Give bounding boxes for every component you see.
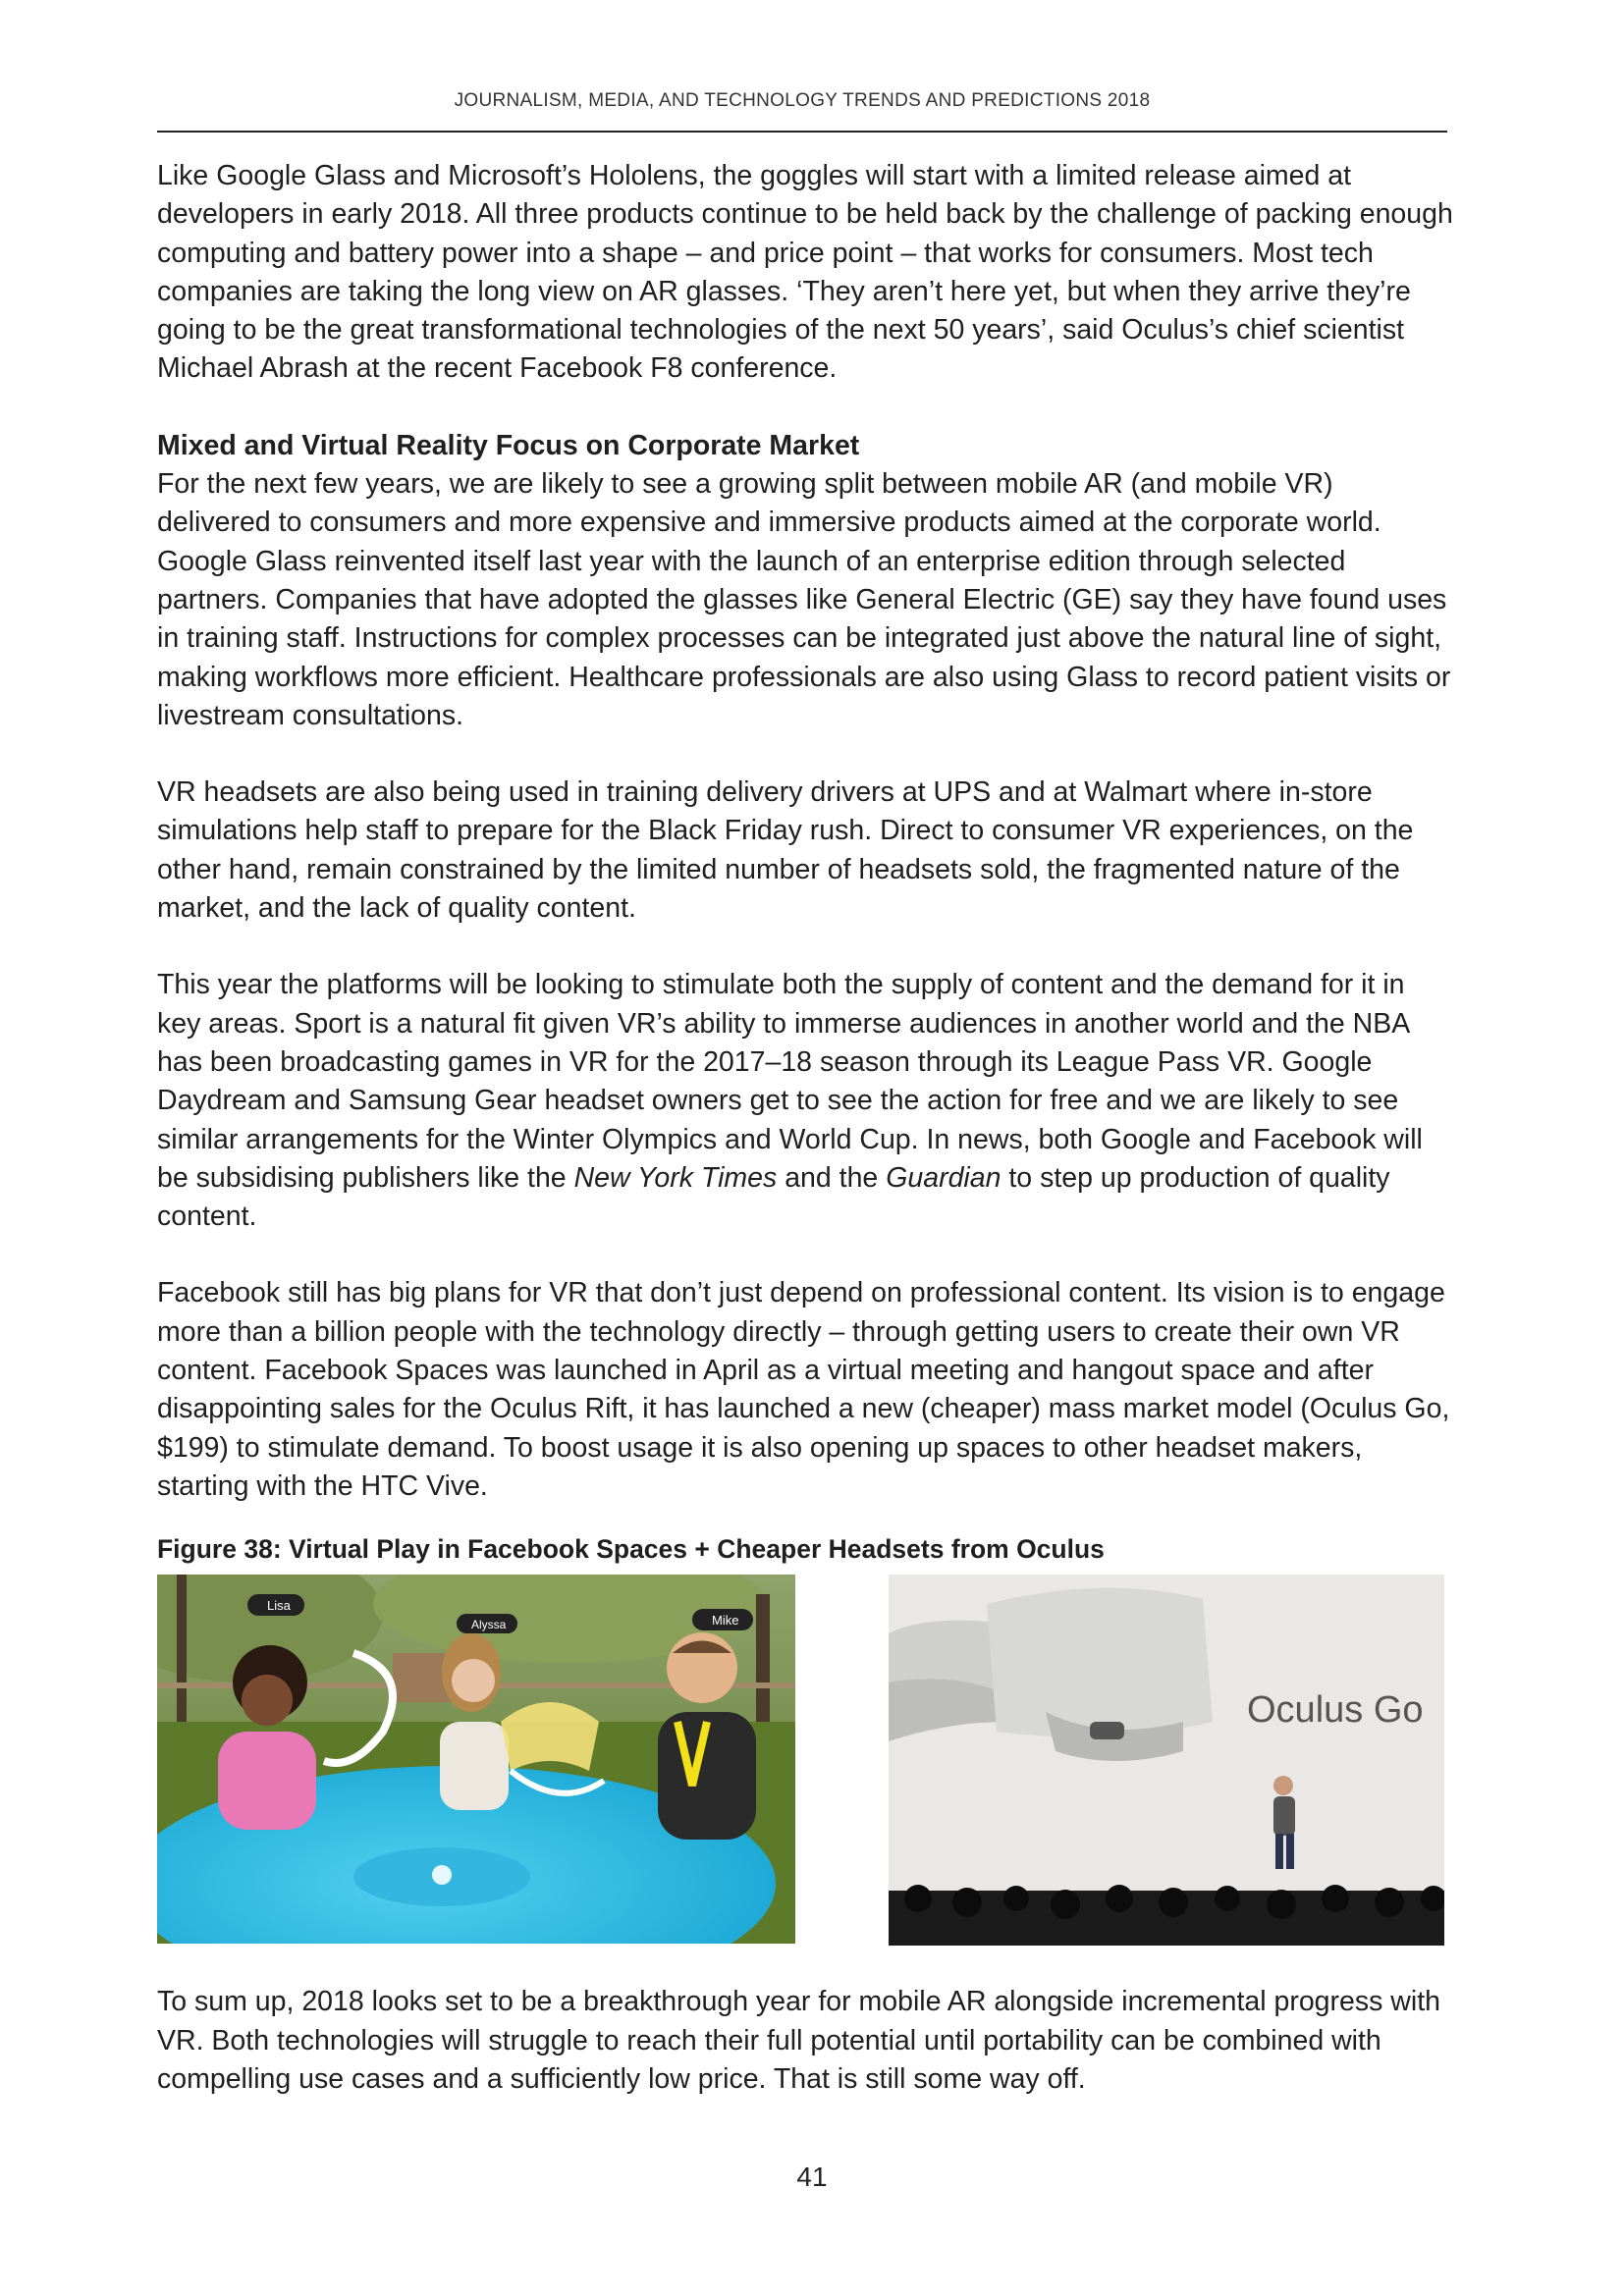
figure-38 [157, 1575, 1453, 1944]
paragraph-conclusion: To sum up, 2018 looks set to be a breakthrough year for mobile AR alongside incremental progress with VR. Both technologies will struggle to reach their full potential until portability can be combined with compelling use cases and a sufficiently low price. That is still some way off. [157, 1986, 1440, 2095]
paragraph-vr-headsets: VR headsets are also being used in training delivery drivers at UPS and at Walmart where in-store simulations help staff to prepare for the Black Friday rush. Direct to consumer VR experiences, on the other hand, remain constrained by the limited number of headsets sold, the fragmented nature of the market, and the lack of quality content. [157, 776, 1414, 925]
paragraph-platforms-text-c: to step up production of quality content. [157, 1161, 1390, 1233]
paragraph-platforms-text-b: and the [777, 1161, 887, 1194]
oculus-go-image [889, 1575, 1444, 1946]
oculus-go-wordmark: Oculus Go [1247, 1689, 1424, 1732]
section-heading: Mixed and Virtual Reality Focus on Corporate Market [157, 429, 860, 461]
avatar-label-lisa: Lisa [267, 1598, 291, 1614]
publication-guardian: Guardian [886, 1161, 1001, 1194]
avatar-label-mike: Mike [712, 1613, 739, 1629]
avatar-label-alyssa: Alyssa [471, 1618, 507, 1632]
page-content [157, 157, 1453, 2137]
paragraph-facebook: Facebook still has big plans for VR that don’t just depend on professional content. Its vision is to engage more than a billion people with the technology directly – through getting users to create their own VR content. Facebook Spaces was launched in April as a virtual meeting and hangout space and after disappointing sales for the Oculus Rift, it has launched a new (cheaper) mass market model (Oculus Go, $199) to stimulate demand. To boost usage it is also opening up spaces to other headset makers, starting with the HTC Vive. [157, 1277, 1450, 1502]
oculus-go-illustration [889, 1575, 1444, 1946]
paragraph-intro: Like Google Glass and Microsoft’s Hololens, the goggles will start with a limited release aimed at developers in early 2018. All three products continue to be held back by the challenge of packing enough computing and battery power into a shape – and price point – that works for consumers. Most tech companies are taking the long view on AR glasses. ‘They aren’t here yet, but when they arrive they’re going to be the great transformational technologies of the next 50 years’, said Oculus’s chief scientist Michael Abrash at the recent Facebook F8 conference. [157, 160, 1453, 385]
paragraph-corporate: For the next few years, we are likely to see a growing split between mobile AR (and mobile VR) delivered to consumers and more expensive and immersive products aimed at the corporate world. Google Glass reinvented itself last year with the launch of an enterprise edition through selected partners. Companies that have adopted the glasses like General Electric (GE) say they have found uses in training staff. Instructions for complex processes can be integrated just above the natural line of sight, making workflows more efficient. Healthcare professionals are also using Glass to record patient visits or livestream consultations. [157, 468, 1451, 731]
running-header: JOURNALISM, MEDIA, AND TECHNOLOGY TRENDS AND PREDICTIONS 2018 [454, 90, 1151, 111]
page-number: 41 [796, 2162, 828, 2192]
paragraph-platforms [157, 966, 1453, 1236]
figure-caption: Figure 38: Virtual Play in Facebook Spaces + Cheaper Headsets from Oculus [157, 1534, 1105, 1565]
facebook-spaces-image [157, 1575, 795, 1944]
header-rule [157, 131, 1447, 133]
publication-nyt: New York Times [573, 1161, 778, 1194]
paragraph-platforms-text-a: This year the platforms will be looking to stimulate both the supply of content and the demand for it in key areas. Sport is a natural fit given VR’s ability to immerse audiences in another world and the NBA has been broadcasting games in VR for the 2017–18 season through its League Pass VR. Google Daydream and Samsung Gear headset owners get to see the action for free and we are likely to see similar arrangements for the Winter Olympics and World Cup. In news, both Google and Facebook will be subsidising publishers like the [157, 969, 1423, 1194]
facebook-spaces-illustration [157, 1575, 795, 1944]
